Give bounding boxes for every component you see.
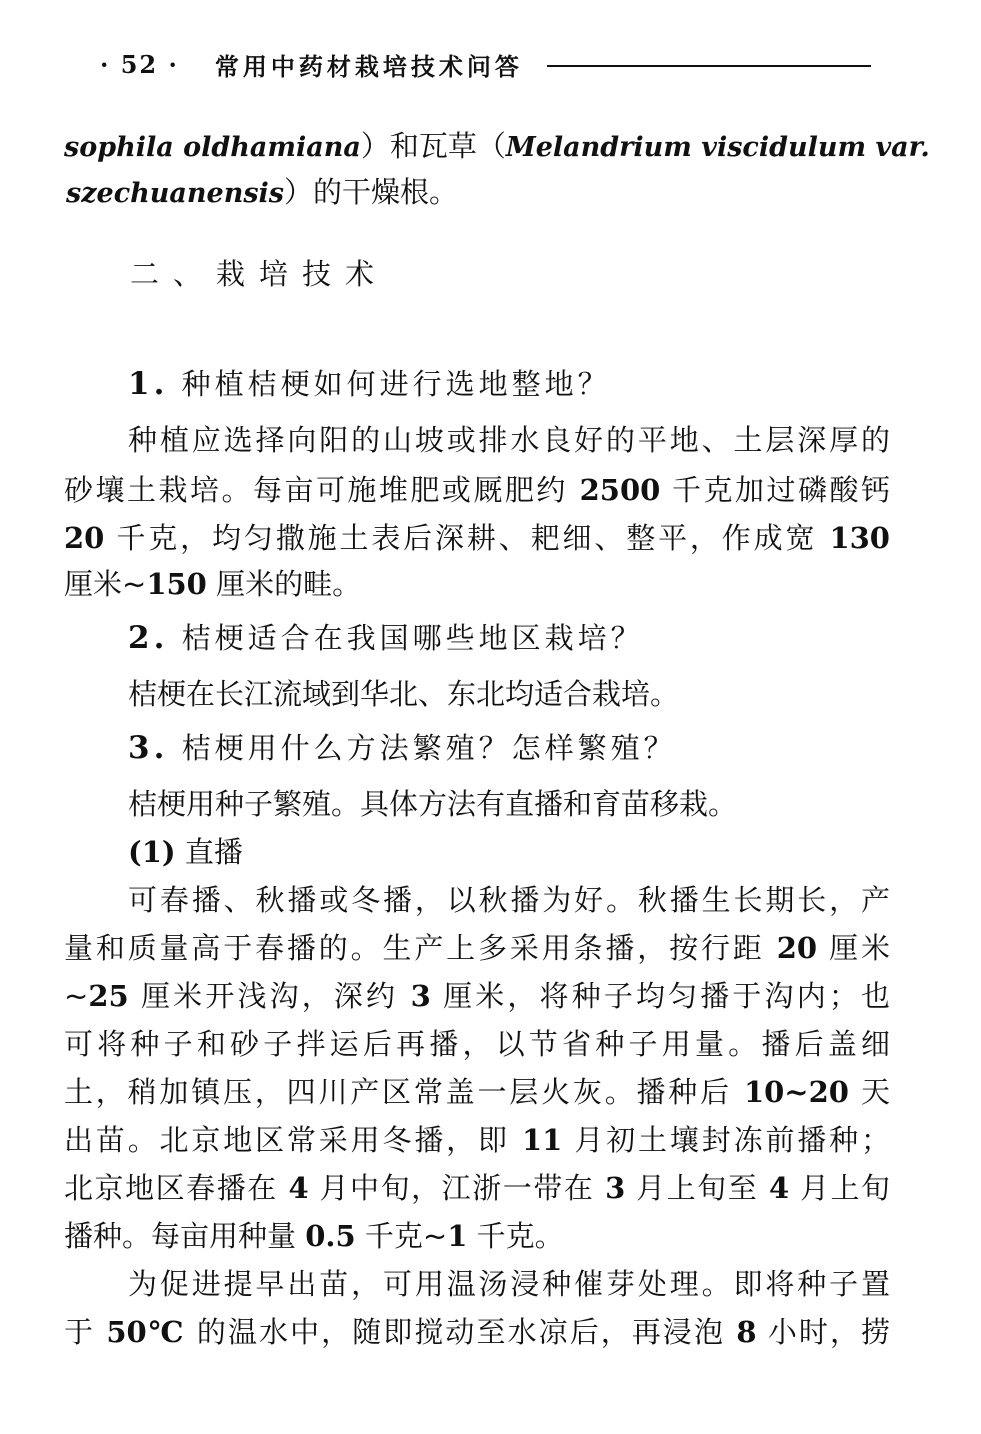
- text-run: 为促进提早出苗，可用温汤浸种催芽处理。即将种子置: [128, 1267, 890, 1301]
- text-line: [64, 974, 890, 1018]
- text-run: 厘米: [817, 931, 890, 965]
- text-run: ）的干燥根。: [284, 175, 459, 209]
- question-heading: [128, 362, 611, 406]
- number: 10~20: [743, 1075, 849, 1109]
- number: 1.: [128, 366, 169, 402]
- number: 2.: [128, 620, 169, 656]
- number: 8: [736, 1315, 757, 1349]
- text-run: 桔梗在长江流域到华北、东北均适合栽培。: [128, 677, 680, 711]
- text-run: 月初土壤封冻前播种；: [562, 1123, 890, 1157]
- text-run: ~: [64, 979, 89, 1013]
- text-run: 千克~: [355, 1219, 448, 1253]
- text-run: 砂壤土栽培。每亩可施堆肥或厩肥约: [64, 473, 580, 507]
- text-line: [64, 1214, 564, 1258]
- text-line: [128, 782, 737, 826]
- text-run: 月上旬至: [625, 1171, 769, 1205]
- text-run: 桔梗用种子繁殖。具体方法有直播和育苗移栽。: [128, 787, 738, 821]
- text-run: 的温水中，随即搅动至水凉后，再浸泡: [185, 1315, 737, 1349]
- text-run: 种植桔梗如何进行选地整地？: [168, 367, 611, 401]
- number: 150: [146, 567, 207, 601]
- page-number: · 52 ·: [100, 49, 179, 79]
- text-line: [64, 1022, 890, 1066]
- subheading: [128, 830, 243, 874]
- text-run: 小时，捞: [756, 1315, 891, 1349]
- number: (1): [128, 835, 176, 869]
- text-run: 月上旬: [789, 1171, 891, 1205]
- text-line: [128, 418, 890, 462]
- question-heading: [128, 616, 644, 660]
- text-line: [64, 1166, 890, 1210]
- text-run: 千克，均匀撒施土表后深耕、耙细、整平，作成宽: [104, 521, 830, 555]
- text-run: 二、栽培技术: [130, 257, 389, 291]
- number: 2500: [579, 473, 661, 507]
- text-run: 厘米~: [64, 567, 147, 601]
- number: 4: [769, 1171, 790, 1205]
- text-line: [64, 1070, 890, 1114]
- text-run: 可将种子和砂子拌运后再播，以节省种子用量。播后盖细: [64, 1027, 890, 1061]
- text-line: [64, 1310, 890, 1354]
- text-run: 厘米，将种子均匀播于沟内；也: [430, 979, 890, 1013]
- text-run: 播种。每亩用种量: [64, 1219, 306, 1253]
- text-line: [128, 672, 679, 716]
- number: 11: [521, 1123, 563, 1157]
- text-run: 北京地区春播在: [64, 1171, 289, 1205]
- text-run: 桔梗适合在我国哪些地区栽培？: [168, 621, 644, 655]
- latin-name: szechuanensis: [66, 178, 285, 209]
- text-run: 天: [848, 1075, 890, 1109]
- text-line: [128, 1262, 890, 1306]
- number: 25: [88, 979, 129, 1013]
- book-title: 常用中药材栽培技术问答: [214, 51, 523, 81]
- text-run: 厘米的畦。: [206, 567, 362, 601]
- latin-name: Melandrium viscidulum var.: [505, 132, 930, 163]
- number: 3: [605, 1171, 626, 1205]
- text-run: 厘米开浅沟，深约: [128, 979, 411, 1013]
- text-line: [64, 516, 890, 560]
- text-run: 于: [64, 1315, 107, 1349]
- text-run: 出苗。北京地区常采用冬播，即: [64, 1123, 522, 1157]
- text-run: 桔梗用什么方法繁殖？怎样繁殖？: [168, 731, 677, 765]
- text-run: 直播: [175, 835, 243, 869]
- question-heading: [128, 726, 677, 770]
- number: 3: [410, 979, 431, 1013]
- section-heading: [130, 252, 388, 296]
- text-line: [64, 124, 930, 170]
- text-line: [66, 170, 458, 216]
- text-run: 土，稍加镇压，四川产区常盖一层火灰。播种后: [64, 1075, 744, 1109]
- number: 20: [776, 931, 818, 965]
- number: 3.: [128, 730, 169, 766]
- text-run: 量和质量高于春播的。生产上多采用条播，按行距: [64, 931, 777, 965]
- header-rule: [547, 65, 871, 67]
- number: 4: [288, 1171, 309, 1205]
- text-run: ）和瓦草（: [360, 129, 506, 163]
- text-run: 种植应选择向阳的山坡或排水良好的平地、土层深厚的: [128, 423, 890, 457]
- number: 1: [447, 1219, 468, 1253]
- text-run: 可春播、秋播或冬播，以秋播为好。秋播生长期长，产: [128, 883, 890, 917]
- text-line: [64, 562, 361, 606]
- latin-name: sophila oldhamiana: [64, 132, 361, 163]
- text-run: 月中旬，江浙一带在: [308, 1171, 606, 1205]
- text-line: [128, 878, 890, 922]
- text-line: [64, 926, 890, 970]
- number: 20: [64, 521, 105, 555]
- text-run: 千克加过磷酸钙: [660, 473, 890, 507]
- text-line: [64, 1118, 890, 1162]
- number: 0.5: [305, 1219, 356, 1253]
- page-header: [100, 44, 871, 84]
- text-run: 千克。: [467, 1219, 564, 1253]
- number: 50℃: [106, 1315, 186, 1349]
- text-line: [64, 468, 890, 512]
- number: 130: [829, 521, 890, 555]
